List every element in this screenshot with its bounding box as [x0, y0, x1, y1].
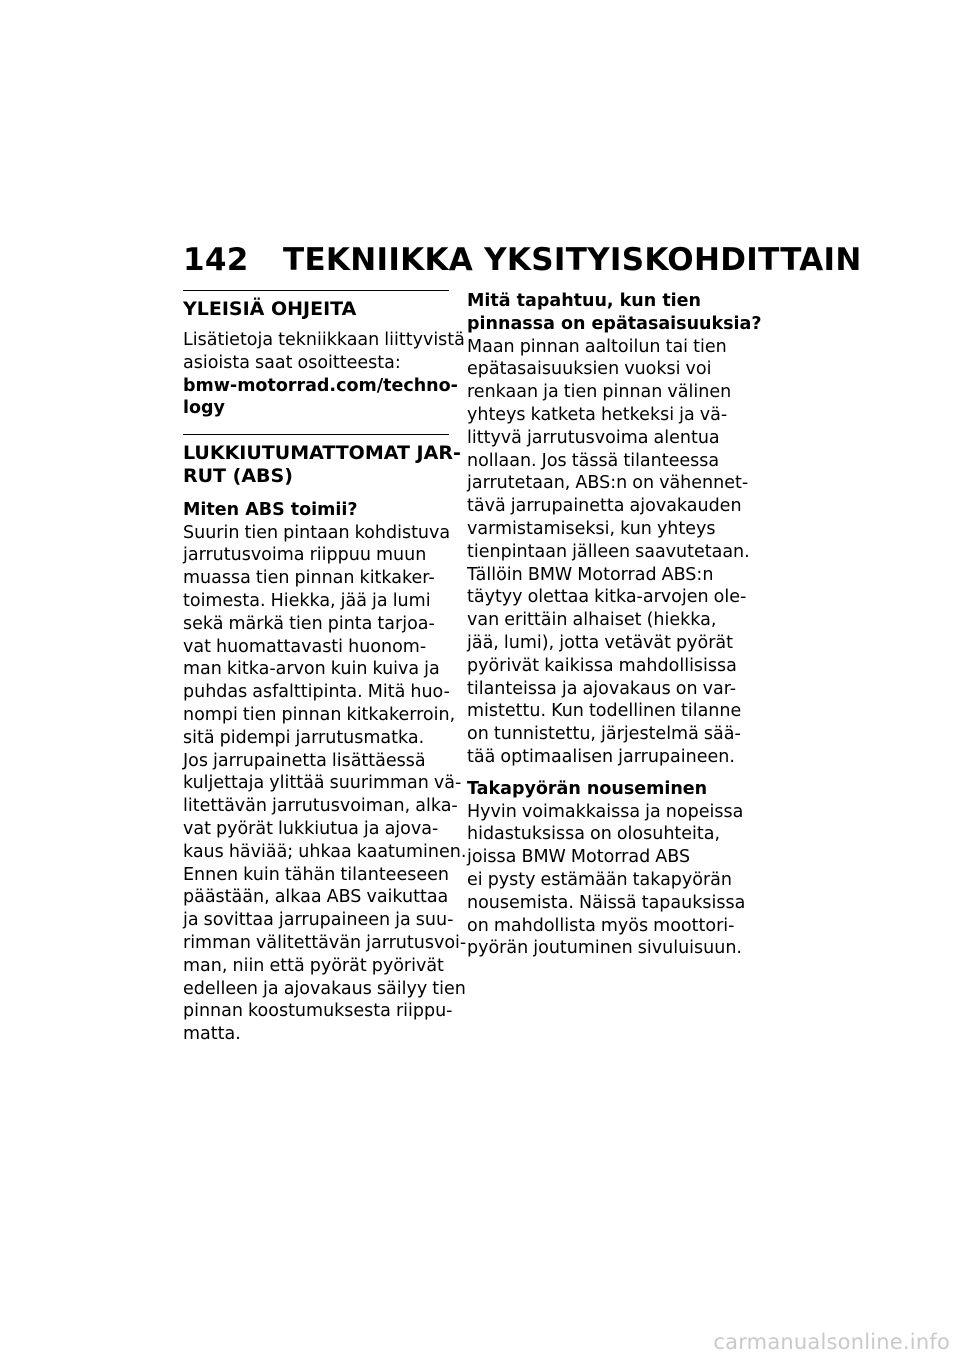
techno-link-cont[interactable]: logy	[183, 398, 225, 419]
abs-paragraph-1: Suurin tien pintaan kohdistuva jarrutusvoima riippuu muun muassa tien pinnan kitkaker- toimesta. Hiekka, jää ja lumi sekä märkä tien pinta tarjoa- vat huomattavasti huonom- man kitka-arvon kuin kuiva ja puhdas asfalttipinta. Mitä huo- nompi tien pinnan kitkakerroin, sitä pidempi jarrutusmatka.	[183, 522, 456, 748]
rear-lift-paragraph: Hyvin voimakkaissa ja nopeissa hidastuksissa on olosuhteita, joissa BMW Motorrad ABS ei pysty estämään takapyörän nousemista. Näissä tapauksissa on mahdollista myös moottori- pyörän joutuminen sivuluisuun.	[467, 801, 746, 959]
subtitle-rear-wheel-lift: Takapyörän nouseminen	[467, 778, 708, 799]
watermark: carmanualsonline.info	[713, 1330, 950, 1354]
subtitle-how-abs: Miten ABS toimii?	[183, 499, 358, 520]
techno-link[interactable]: bmw-motorrad.com/techno-	[183, 375, 458, 396]
general-text: Lisätietoja tekniikkaan liittyvistä asioista saat osoitteesta: bmw-motorrad.com/techno- logy	[183, 330, 465, 419]
page-number: 142	[183, 242, 249, 278]
page-header	[183, 240, 862, 280]
chapter-title: TEKNIIKKA YKSITYISKOHDITTAIN	[283, 242, 862, 278]
section-rule	[183, 434, 449, 435]
section-title-general: YLEISIÄ OHJEITA	[183, 298, 357, 320]
left-column	[183, 290, 467, 1046]
uneven-paragraph: Maan pinnan aaltoilun tai tien epätasaisuuksien vuoksi voi renkaan ja tien pinnan välinen yhteys katketa hetkeksi ja vä- littyvä jarrutusvoima alentua nollaan. Jos tässä tilanteessa jarrutetaan, ABS:n on vähennet- tävä jarrupainetta ajovakauden varmistamiseksi, kun yhteys tienpintaan jälleen saavutetaan. Tällöin BMW Motorrad ABS:n täytyy olettaa kitka-arvojen ole- van erittäin alhaiset (hiekka, jää, lumi), jotta vetävät pyörät pyörivät kaikissa mahdollisissa tilanteissa ja ajovakaus on var- mistettu. Kun todellinen tilanne on tunnistettu, järjestelmä sää- tää optimaalisen jarrupaineen.	[467, 336, 750, 767]
right-column	[467, 290, 762, 960]
section-title-abs: LUKKIUTUMATTOMAT JAR- RUT (ABS)	[183, 442, 461, 487]
subtitle-uneven-surface: Mitä tapahtuu, kun tien pinnassa on epätasaisuuksia?	[467, 291, 762, 334]
abs-paragraph-2: Jos jarrupainetta lisättäessä kuljettaja ylittää suurimman vä- litettävän jarrutusvoiman, alka- vat pyörät lukkiutua ja ajova- kaus häviää; uhkaa kaatuminen. Ennen kuin tähän tilanteeseen päästään, alkaa ABS vaikuttaa ja sovittaa jarrupaineen ja suu- rimman välitettävän jarrutusvoi- man, niin että pyörät pyörivät edelleen ja ajovakaus säilyy tien pinnan koostumuksesta riippu- matta.	[183, 750, 467, 1045]
section-rule	[183, 290, 449, 291]
